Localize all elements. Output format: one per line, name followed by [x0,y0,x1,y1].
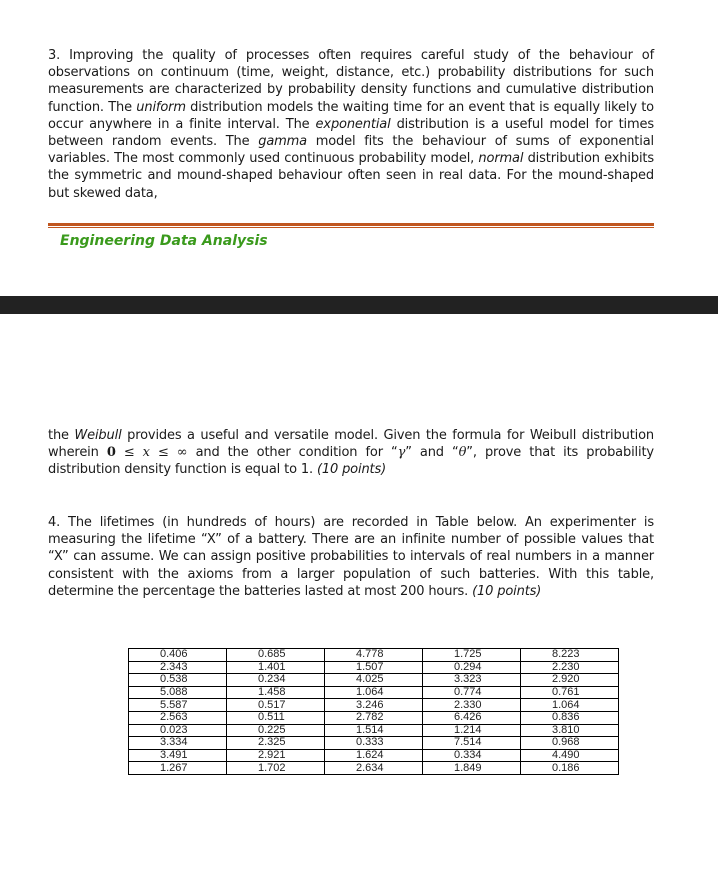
term-uniform: uniform [136,99,186,115]
domain-inequality: 0 ≤ x ≤ ∞ [106,445,188,461]
table-row [129,737,619,750]
table-cell: 3.491 [129,749,227,762]
table-cell: 3.334 [129,737,227,750]
footer-rule-thin [48,227,654,228]
table-cell: 1.725 [423,649,521,662]
table-cell: 0.517 [227,699,325,712]
term-normal: normal [478,151,524,167]
table-row [129,711,619,724]
table-cell: 0.225 [227,724,325,737]
term-gamma: gamma [258,134,307,150]
table-row [129,749,619,762]
table-cell: 0.334 [423,749,521,762]
table-cell: 1.214 [423,724,521,737]
table-cell: 5.587 [129,699,227,712]
table-cell: 1.507 [325,661,423,674]
term-weibull: Weibull [74,428,122,443]
question-3-paragraph: 3. Improving the quality of processes often requires careful study of the behaviour of observations on continuum (time, weight, distance, etc.) probability distributions for such measurements are characterized by probability density functions and cumulative distribution function. The uniform distribution models the waiting time for an event that is equally likely to occur anywhere in a finite interval. The exponential distribution is a useful model for times between random events. The gamma model fits the behaviour of sums of exponential variables. The most commonly used continuous probability model, normal distribution exhibits the symmetric and mound-shaped behaviour often seen in real data. For the mound-shaped but skewed data, [48,48,654,201]
table-cell: 2.782 [325,711,423,724]
theta-symbol: θ [458,445,467,461]
question-4-paragraph: 4. The lifetimes (in hundreds of hours) are recorded in Table below. An experimenter is measuring the lifetime “X” of a battery. There are an infinite number of possible values that “X” can assume. We can assign positive probabilities to intervals of real numbers in a manner consistent with the axioms from a larger population of such batteries. With this table, determine the percentage the batteries lasted at most 200 hours. (10 points) [48,515,654,599]
table-cell: 8.223 [521,649,619,662]
table-cell: 1.702 [227,762,325,775]
table-cell: 0.406 [129,649,227,662]
table-cell: 0.023 [129,724,227,737]
term-exponential: exponential [315,116,391,132]
table-cell: 2.920 [521,674,619,687]
table-cell: 4.778 [325,649,423,662]
table-cell: 2.325 [227,737,325,750]
table-row [129,649,619,662]
table-row [129,661,619,674]
table-cell: 5.088 [129,686,227,699]
table-cell: 0.836 [521,711,619,724]
table-cell: 1.064 [521,699,619,712]
table-cell: 0.685 [227,649,325,662]
page-break-bar [0,296,718,314]
table-cell: 2.634 [325,762,423,775]
table-cell: 0.234 [227,674,325,687]
table-cell: 0.968 [521,737,619,750]
table-cell: 1.064 [325,686,423,699]
table-row [129,686,619,699]
question-4-points: (10 points) [472,583,542,599]
table-cell: 2.921 [227,749,325,762]
table-cell: 0.761 [521,686,619,699]
table-cell: 1.514 [325,724,423,737]
table-cell: 1.624 [325,749,423,762]
table-cell: 4.025 [325,674,423,687]
table-cell: 1.458 [227,686,325,699]
table-row [129,762,619,775]
table-cell: 2.563 [129,711,227,724]
table-cell: 1.401 [227,661,325,674]
table-cell: 6.426 [423,711,521,724]
running-header-title: Engineering Data Analysis [60,233,268,249]
gamma-symbol: γ [397,445,406,461]
table-cell: 4.490 [521,749,619,762]
table-cell: 2.330 [423,699,521,712]
table-cell: 7.514 [423,737,521,750]
table-cell: 0.538 [129,674,227,687]
lifetimes-table [128,648,619,775]
table-cell: 0.294 [423,661,521,674]
table-cell: 1.267 [129,762,227,775]
table-cell: 0.186 [521,762,619,775]
table-cell: 1.849 [423,762,521,775]
question-3-points: (10 points) [316,462,387,478]
question-3-continued-paragraph: the Weibull provides a useful and versatile model. Given the formula for Weibull distribution wherein 0 ≤ x ≤ ∞ and the other condition for “γ” and “θ”, prove that its probability distribution density function is equal to 1. (10 points) [48,428,654,478]
table-row [129,724,619,737]
table-cell: 0.511 [227,711,325,724]
footer-rule-thick [48,223,654,226]
table-cell: 3.323 [423,674,521,687]
table-row [129,674,619,687]
table-cell: 0.774 [423,686,521,699]
table-cell: 3.246 [325,699,423,712]
table-cell: 0.333 [325,737,423,750]
table-cell: 2.230 [521,661,619,674]
table-cell: 2.343 [129,661,227,674]
table-cell: 3.810 [521,724,619,737]
table-row [129,699,619,712]
